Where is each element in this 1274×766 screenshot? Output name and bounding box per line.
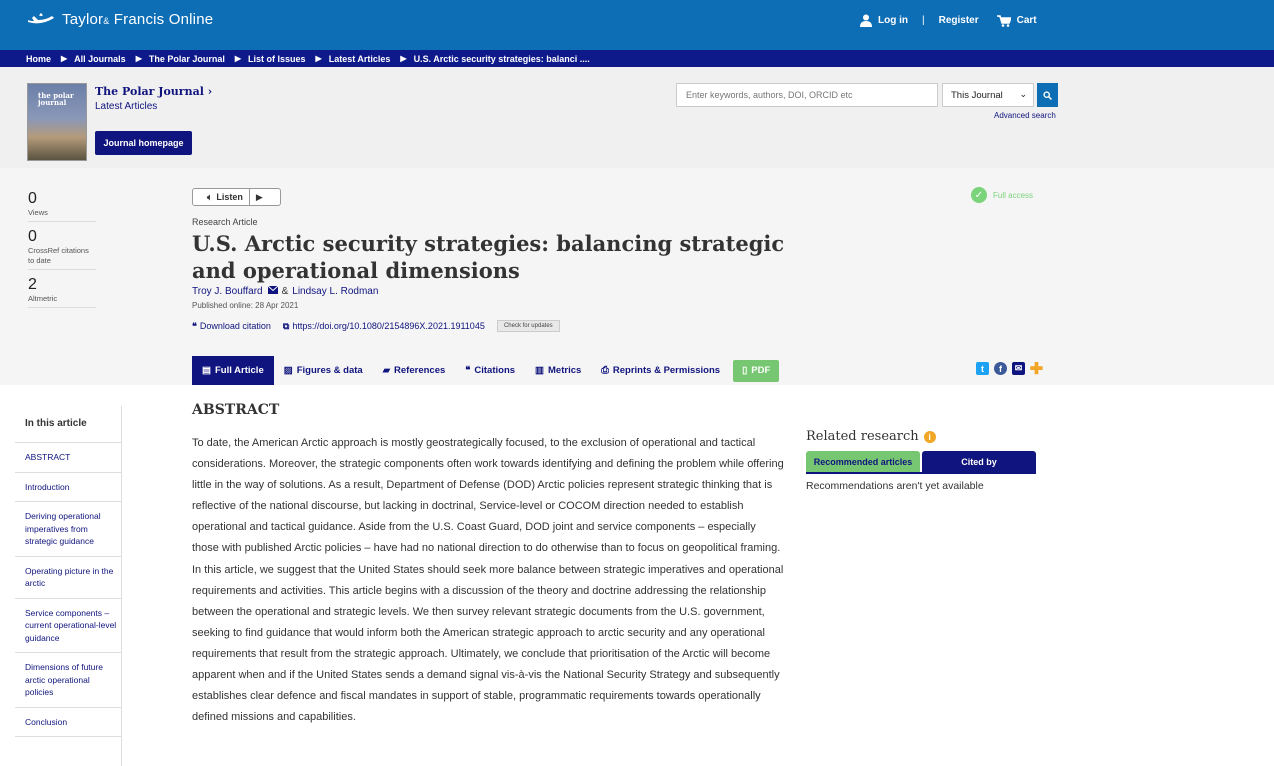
toc-item[interactable]: Deriving operational imperatives from strategic guidance [15,502,121,557]
journal-homepage-button[interactable]: Journal homepage [95,131,192,155]
check-icon: ✓ [971,187,987,203]
tab-citations[interactable]: ❝ Citations [465,365,516,376]
crumb-journal[interactable]: The Polar Journal [148,53,225,64]
toc-item[interactable]: Service components – current operational-level guidance [15,599,121,654]
toc-item[interactable]: Dimensions of future arctic operational policies [15,653,121,708]
download-citation-link[interactable]: ❝ Download citation [192,320,271,331]
stat-views: 0 Views [28,190,96,222]
toc-item[interactable]: Conclusion [15,708,121,738]
document-icon: ▤ [202,365,211,376]
tab-cited-by[interactable]: Cited by [922,451,1036,472]
abstract-heading: ABSTRACT [192,402,280,418]
toc-item[interactable]: Operating picture in the arctic [15,557,121,599]
author-link[interactable]: Troy J. Bouffard [192,286,263,297]
search-button[interactable] [1037,83,1058,107]
crumb-current: U.S. Arctic security strategies: balanci .... [413,53,590,64]
book-icon: ▰ [382,365,391,376]
account-actions [860,14,1037,27]
info-icon[interactable]: i [924,431,936,443]
speaker-icon: 🔈︎ [207,191,213,202]
journal-header [0,67,1274,168]
crumb-latest[interactable]: Latest Articles [328,53,391,64]
search-scope-select[interactable]: This Journal ⌄ [942,83,1034,107]
author-list [192,286,378,297]
pdf-icon: ▯ [742,365,748,376]
crumb-all-journals[interactable]: All Journals [74,53,126,64]
listen-button[interactable]: 🔈︎ Listen ▶ [192,188,281,206]
article-toc [15,406,122,766]
full-access-badge: ✓ Full access [971,187,1033,203]
tab-figures[interactable]: ▨ Figures & data [283,365,363,376]
related-tabs-divider [806,472,1036,474]
print-icon: ⎙ [601,365,609,376]
tab-full-article[interactable]: ▤ Full Article [192,356,274,385]
search-icon [1043,91,1052,100]
user-icon [860,14,872,27]
play-icon: ▶ [255,191,263,202]
quote-icon: ❝ [465,365,471,376]
related-research-heading: Related research i [806,429,936,444]
external-link-icon: ⧉ [282,320,290,331]
article-links [192,320,560,332]
share-buttons [976,360,1048,378]
article-tabs [192,356,779,385]
twitter-icon[interactable]: t [976,362,989,375]
article-stats [28,190,96,314]
related-tabs [806,451,1036,472]
image-icon: ▨ [283,365,293,376]
recommendations-message: Recommendations aren't yet available [806,480,984,492]
login-link[interactable]: Log in [860,14,908,27]
divider: | [922,15,925,26]
crumb-arrow-icon: ▶ [135,54,142,63]
facebook-icon[interactable]: f [994,362,1007,375]
check-for-updates-button[interactable]: Check for updates [497,320,560,332]
crumb-arrow-icon: ▶ [400,54,407,63]
cart-icon [997,15,1011,27]
quote-icon: ❝ [192,320,197,331]
tab-references[interactable]: ▰ References [382,365,446,376]
crumb-arrow-icon: ▶ [234,54,242,63]
lamp-icon [26,10,56,28]
envelope-icon[interactable] [268,286,278,297]
author-separator: & [281,286,289,297]
tab-reprints[interactable]: ⎙ Reprints & Permissions [601,365,721,376]
advanced-search-link[interactable]: Advanced search [994,111,1056,120]
register-link[interactable]: Register [938,15,979,26]
stat-altmetric: 2 Altmetric [28,276,96,308]
journal-cover[interactable] [27,83,87,161]
cover-title: the polar journal [38,91,74,107]
crumb-arrow-icon: ▶ [315,54,322,63]
article-type: Research Article [192,217,258,227]
doi-link[interactable]: ⧉ https://doi.org/10.1080/2154896X.2021.1911045 [282,320,485,331]
chevron-down-icon: ⌄ [1019,89,1027,99]
bar-chart-icon: ▥ [535,365,545,376]
crumb-arrow-icon: ▶ [61,54,68,63]
tab-recommended-articles[interactable]: Recommended articles [806,451,920,472]
crumb-home[interactable]: Home [26,53,52,64]
published-date: Published online: 28 Apr 2021 [192,301,299,310]
pdf-button[interactable]: ▯ PDF [733,360,779,382]
search-input[interactable]: Enter keywords, authors, DOI, ORCID etc [676,83,938,107]
stat-crossref: 0 CrossRef citations to date [28,228,96,270]
toc-item[interactable]: Introduction [15,473,121,503]
cart-link[interactable]: Cart [997,15,1037,27]
journal-name[interactable]: The Polar Journal › [95,85,213,98]
brand-name: Taylor& Francis Online [62,10,214,28]
email-icon[interactable]: ✉ [1012,362,1025,375]
tab-metrics[interactable]: ▥ Metrics [535,365,582,376]
site-logo[interactable] [26,10,213,28]
crumb-issues[interactable]: List of Issues [248,53,306,64]
author-link[interactable]: Lindsay L. Rodman [292,286,379,297]
top-bar [0,0,1274,50]
toc-item[interactable]: ABSTRACT [15,443,121,473]
add-share-icon[interactable]: ✚ [1029,360,1044,378]
article-title: U.S. Arctic security strategies: balancing strategic and operational dimensions [192,231,785,283]
breadcrumb [0,50,1274,67]
journal-section[interactable]: Latest Articles [95,101,158,112]
toc-heading: In this article [15,406,121,443]
abstract-text: To date, the American Arctic approach is mostly geostrategically focused, to the exclusion of operational and tactical considerations. Moreover, the strategic components often work towards identifying and defining the problem while offering little in the way of solutions. As a result, Department of Defense (DOD) Arctic policies represent strategic thinking that is reflective of the national discourse, but lacking in doctrinal, Service-level or COCOM direction needed to establish operational and tactical guidance. Aside from the U.S. Coast Guard, DOD joint and service components – especially those with published Arctic policies – have had no national direction to do otherwise than to focus on geopolitical framing. In this article, we suggest that the United States should seek more balance between strategic imperatives and operational requirements and activities. This article begins with a discussion of the theory and doctrine addressing the relationship between the operational and strategic levels. We then survey relevant strategic documents from the U.S. government, seeking to find guidance that would inform both the American strategic approach to arctic security and any operational requirements that result from the strategic approach. Ultimately, we conclude that prioritisation of the Arctic will become apparent when and if the United States sends a demand signal vis-à-vis the National Security Strategy and subsequently establishes clear defence and fiscal mandates in support of stable, programmatic requirements towards operationally defined missions and capabilities. [192,437,784,724]
